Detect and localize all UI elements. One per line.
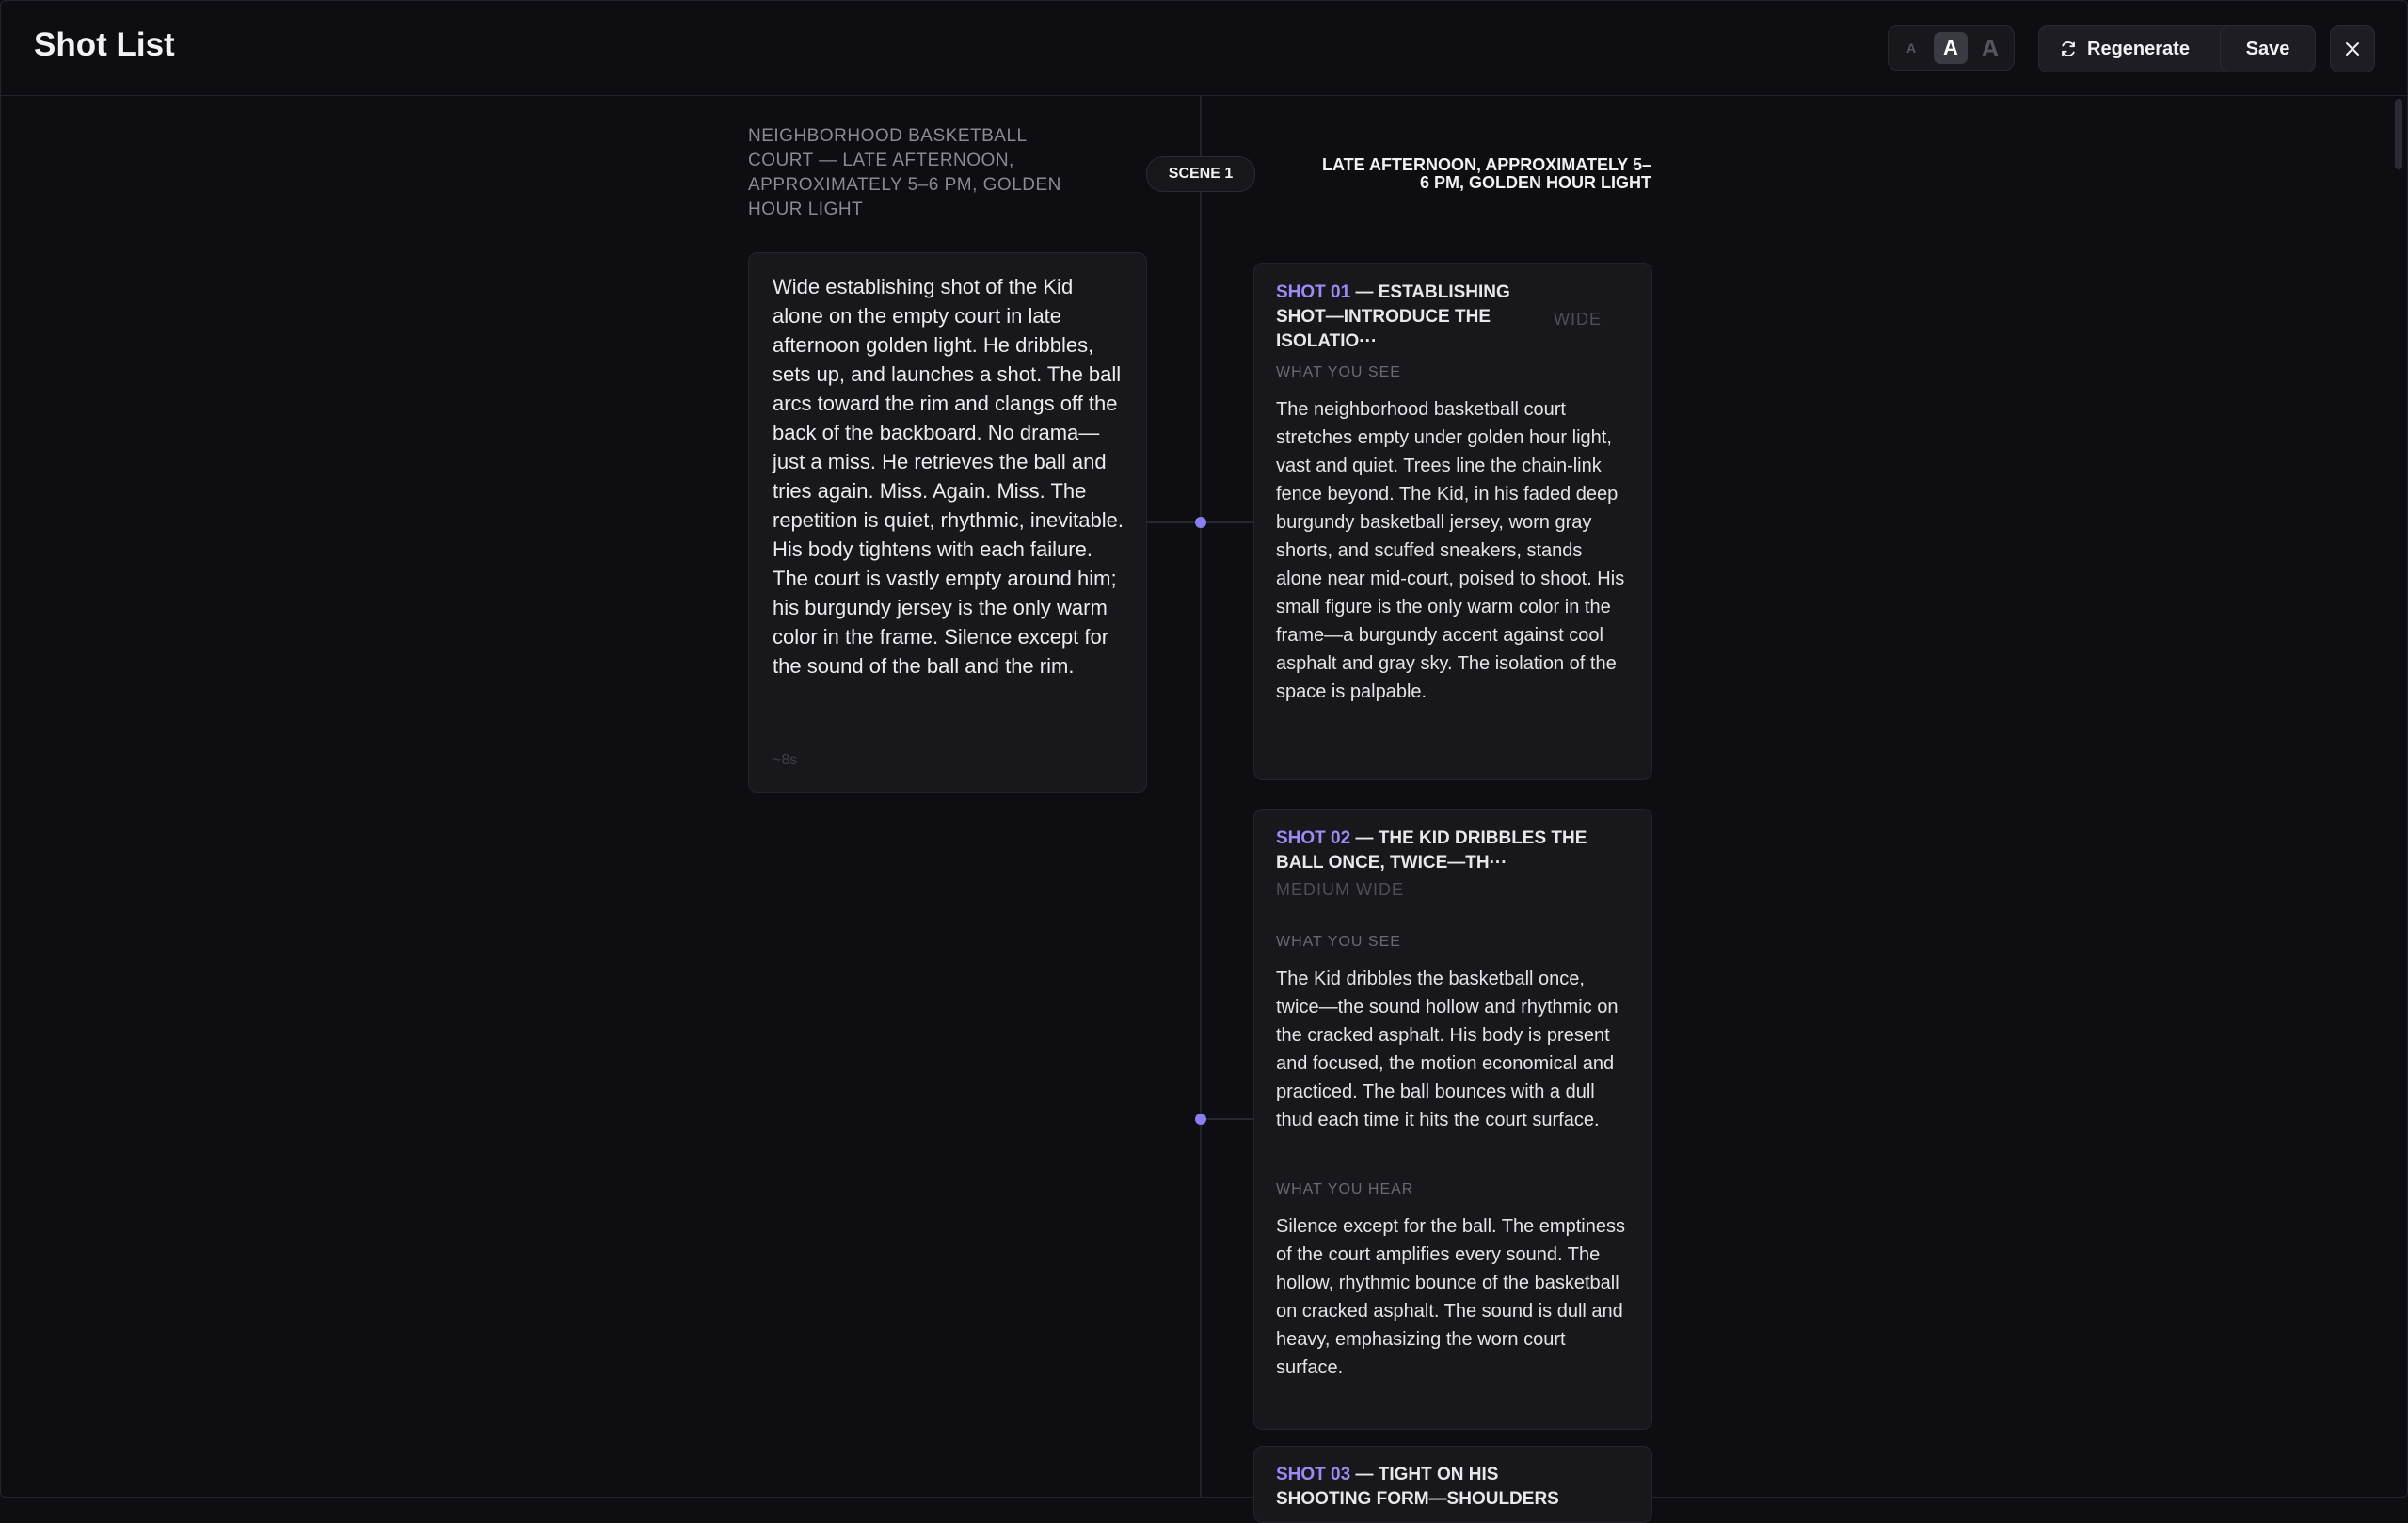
beat-description: Wide establishing shot of the Kid alone on the empty court in late afternoon golden light. He dribbles, sets up, and launches a shot. The ball arcs toward the rim and clangs off the back of the backboard. No drama—just a miss. He retrieves the ball and tries again. Miss. Again. Miss. The repetition is quiet, rhythmic, inevitable. His body tightens with each failure. The court is vastly empty around him; his burgundy jersey is the only warm color in the frame. Silence except for the sound of the ball and the rim. [773,275,1124,678]
shot-card-02[interactable] [1253,809,1652,1430]
shot-card-01[interactable] [1253,263,1652,780]
what-you-see-text: The Kid dribbles the basketball once, twice—the sound hollow and rhythmic on the cracked asphalt. His body is present and focused, the motion economical and practiced. The ball bounces with a dull thud each time it hits the court surface. [1276,969,1619,1130]
shot-number: SHOT 02 [1276,828,1351,848]
beat-card[interactable] [748,252,1147,793]
timeline-line [1200,95,1202,1498]
page-title: Shot List [34,26,175,63]
what-you-hear-text: Silence except for the ball. The emptiness of the court amplifies every sound. The hollow, rhythmic bounce of the basketball on cracked asphalt. The sound is dull and heavy, emphasizing the worn court surface. [1276,1216,1625,1378]
scene-badge: SCENE 1 [1146,156,1255,192]
regenerate-button[interactable] [2038,25,2249,72]
timeline-node [1195,517,1206,528]
font-size-large-button[interactable]: A [1981,34,2000,62]
what-you-see-text: The neighborhood basketball court stretches empty under golden hour light, vast and quiet. Trees line the chain-link fence beyond. The Kid, in his faded deep burgundy basketball jersey, worn gray shorts, and scuffed sneakers, stands alone near mid-court, poised to shoot. His small figure is the only warm color in the frame—a burgundy accent against cool asphalt and gray sky. The isolation of the space is palpable. [1276,399,1625,702]
refresh-icon [2060,40,2077,57]
shot-type: MEDIUM WIDE [1276,880,1404,899]
timeline-node [1195,1114,1206,1125]
close-icon [2345,41,2360,56]
shot-number: SHOT 03 [1276,1465,1351,1484]
save-button[interactable]: Save [2220,25,2316,72]
shot-card-03[interactable] [1253,1446,1652,1523]
beat-duration: ~8s [773,752,798,768]
shot-title: SHOT 01 — ESTABLISHING SHOT—INTRODUCE THE ISOLATIO··· [1276,282,1510,351]
font-size-small-button[interactable]: A [1906,40,1917,56]
shot-title: SHOT 02 — THE KID DRIBBLES THE BALL ONCE, TWICE—TH··· [1276,828,1587,873]
scene-time: LATE AFTERNOON, APPROXIMATELY 5–6 PM, GOLDEN HOUR LIGHT [1321,155,1651,192]
shot-title: SHOT 03 — TIGHT ON HIS SHOOTING FORM—SHOULDERS [1276,1465,1559,1509]
font-size-medium-button[interactable]: A [1934,32,1968,64]
shot-type: WIDE [1554,310,1602,329]
close-button[interactable] [2330,25,2375,72]
what-you-hear-label: WHAT YOU HEAR [1276,1181,1414,1197]
font-size-toggle [1888,25,2015,71]
scrollbar-thumb[interactable] [2395,99,2402,169]
what-you-see-label: WHAT YOU SEE [1276,364,1401,380]
what-you-see-label: WHAT YOU SEE [1276,934,1401,950]
shot-connector [1206,1118,1253,1120]
top-bar [0,0,2408,96]
regenerate-label: Regenerate [2087,39,2190,59]
shot-number: SHOT 01 [1276,282,1351,302]
scene-location: NEIGHBORHOOD BASKETBALL COURT — LATE AFTERNOON, APPROXIMATELY 5–6 PM, GOLDEN HOUR LIGHT [748,126,1061,219]
